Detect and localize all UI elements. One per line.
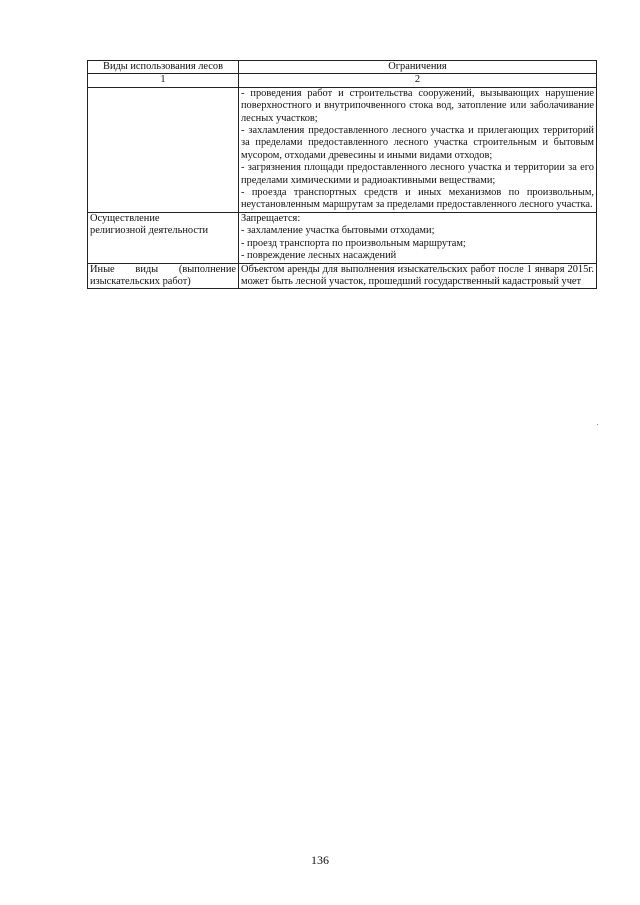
restriction-line: - загрязнения площади предоставленного лесного участка и территории за его пределами химическими и радиоактивными веществами; [241, 162, 594, 186]
table-row [88, 263, 597, 289]
restrictions-cell [239, 212, 597, 263]
scan-speck [597, 424, 598, 425]
column-number-2: 2 [239, 74, 597, 87]
use-type-line: Осуществление [90, 212, 160, 224]
restrictions-cell [239, 263, 597, 289]
header-restrictions: Ограничения [239, 61, 597, 74]
header-forest-use-types: Виды использования лесов [88, 61, 239, 74]
table-header-row [88, 61, 597, 74]
restriction-line: Запрещается: [241, 212, 301, 224]
table-row [88, 212, 597, 263]
column-number-1: 1 [88, 74, 239, 87]
use-type-line: Иные виды (выполнение изыскательских работ) [90, 263, 236, 287]
restriction-line: - повреждение лесных насаждений [241, 250, 397, 262]
page-number: 136 [311, 853, 329, 867]
forest-use-restrictions-table [87, 60, 597, 289]
restriction-line: - захламления предоставленного лесного участка и прилегающих территорий за пределами предоставленного лесного участка строительным и бытовым мусором, отходами древесины и иными видами отходов; [241, 125, 594, 161]
restrictions-cell [239, 87, 597, 212]
restriction-line: - проезда транспортных средств и иных механизмов по произвольным, неустановленным маршрутам за пределами предоставленного лесного участка. [241, 187, 594, 211]
use-type-cell [88, 212, 239, 263]
restriction-line: Объектом аренды для выполнения изыскательских работ после 1 января 2015г. может быть лесной участок, прошедший государственный кадастровый учет [241, 263, 594, 287]
restriction-line: - проезд транспорта по произвольным маршрутам; [241, 237, 466, 249]
table-row [88, 87, 597, 212]
restriction-line: - захламление участка бытовыми отходами; [241, 225, 435, 237]
use-type-cell-empty [88, 87, 239, 212]
use-type-cell [88, 263, 239, 289]
column-number-row [88, 74, 597, 87]
use-type-line: религиозной деятельности [90, 225, 209, 237]
restriction-line: - проведения работ и строительства сооружений, вызывающих нарушение поверхностного и внутрипочвенного стока вод, затопление или заболачивание лесных участков; [241, 87, 594, 124]
